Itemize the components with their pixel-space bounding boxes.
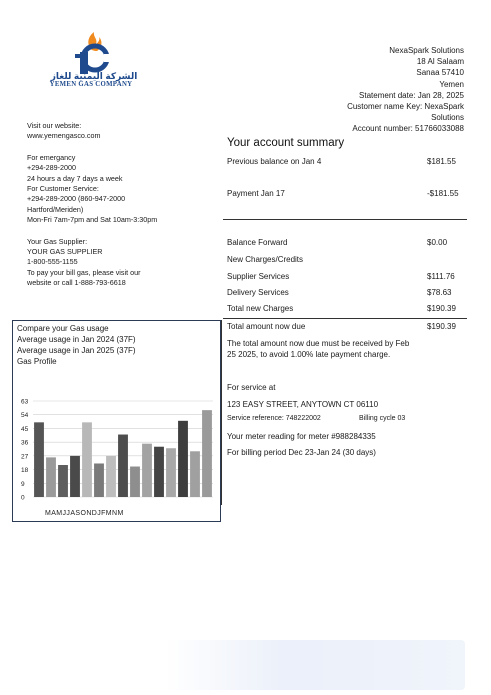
usage-bar xyxy=(166,448,176,497)
balance-forward-row xyxy=(227,238,462,250)
previous-balance-label: Previous balance on Jan 4 xyxy=(227,157,322,166)
service-location-label: For service at xyxy=(227,383,276,392)
watermark-band xyxy=(165,640,465,690)
contact-info xyxy=(27,121,217,289)
usage-bar xyxy=(190,451,200,497)
total-new-charges-label: Total new Charges xyxy=(227,304,294,313)
supplier-services-amount: $111.76 xyxy=(427,272,455,281)
emergency-phone: +294-289-2000 xyxy=(27,163,76,173)
supplier-name: YOUR GAS SUPPLIER xyxy=(27,247,103,257)
company-address-block xyxy=(347,45,464,135)
customer-name: Customer name Key: NexaSpark xyxy=(347,102,464,112)
usage-bar xyxy=(154,447,164,497)
supplier-label: Your Gas Supplier: xyxy=(27,236,88,246)
due-note-line2: 25 2025, to avoid 1.00% late payment charge. xyxy=(227,350,391,359)
gas-usage-chart xyxy=(13,389,220,519)
usage-bar xyxy=(118,435,128,497)
customer-service-label: For Customer Service: xyxy=(27,184,99,194)
delivery-services-label: Delivery Services xyxy=(227,288,289,297)
pay-info-line2: website or call 1-888-793-6618 xyxy=(27,278,126,288)
payment-amount: -$181.55 xyxy=(427,189,459,198)
y-tick-label: 18 xyxy=(21,467,29,475)
usage-bar xyxy=(202,410,212,497)
statement-date: Statement date: Jan 28, 2025 xyxy=(359,90,464,100)
company-street: 18 Al Salaam xyxy=(416,57,464,67)
usage-box xyxy=(12,320,221,522)
due-note xyxy=(227,338,467,360)
usage-bar xyxy=(46,457,56,497)
supplier-phone: 1-800-555-1155 xyxy=(27,257,78,267)
y-tick-label: 63 xyxy=(21,398,29,406)
logo-english-text: YEMEN GAS COMPANY xyxy=(49,81,133,88)
company-name: NexaSpark Solutions xyxy=(389,46,464,55)
usage-bar xyxy=(178,421,188,497)
summary-heading: Your account summary xyxy=(227,137,345,149)
customer-service-phone: +294-289-2000 (860-947-2000 xyxy=(27,194,126,204)
total-divider xyxy=(223,318,467,319)
logo-arabic-text: الشركة اليمنية للغاز xyxy=(50,71,138,81)
customer-service-hours: Mon-Fri 7am-7pm and Sat 10am-3:30pm xyxy=(27,215,158,225)
total-due-amount: $190.39 xyxy=(427,322,456,331)
delivery-services-amount: $78.63 xyxy=(427,288,452,297)
y-tick-label: 0 xyxy=(21,494,25,502)
usage-bar xyxy=(70,456,80,497)
usage-bar xyxy=(106,456,116,497)
supplier-services-label: Supplier Services xyxy=(227,272,290,281)
usage-text xyxy=(17,323,136,367)
previous-balance-amount: $181.55 xyxy=(427,157,456,166)
summary-divider xyxy=(223,219,467,220)
service-address: 123 EASY STREET, ANYTOWN CT 06110 xyxy=(227,400,379,409)
delivery-services-row xyxy=(227,288,462,300)
company-logo xyxy=(28,30,158,92)
service-reference: Service reference: 748222002 xyxy=(227,415,321,422)
balance-forward-label: Balance Forward xyxy=(227,238,288,247)
payment-row xyxy=(227,189,462,201)
usage-bar xyxy=(142,444,152,497)
gas-profile-label: Gas Profile xyxy=(17,357,57,366)
emergency-hours: 24 hours a day 7 days a week xyxy=(27,173,123,183)
billing-cycle: Billing cycle 03 xyxy=(359,415,406,422)
usage-jan-2025: Average usage in Jan 2025 (37F) xyxy=(17,346,136,355)
flame-logo-icon xyxy=(28,30,158,74)
usage-title: Compare your Gas usage xyxy=(17,324,109,333)
total-due-label: Total amount now due xyxy=(227,322,306,331)
vertical-divider xyxy=(221,320,222,505)
x-tick-labels: MAMJJASONDJFMNM xyxy=(45,510,124,517)
y-tick-label: 54 xyxy=(21,412,29,420)
total-due-row xyxy=(227,322,462,334)
pay-info-line1: To pay your bill gas, please visit our xyxy=(27,267,141,277)
y-tick-label: 27 xyxy=(21,453,29,461)
website-link[interactable]: www.yemengasco.com xyxy=(27,131,101,141)
new-charges-label: New Charges/Credits xyxy=(227,255,304,264)
emergency-label: For emergancy xyxy=(27,152,76,162)
account-number: Account number: 51766033088 xyxy=(352,124,464,134)
new-charges-row xyxy=(227,255,462,267)
total-new-charges-row xyxy=(227,304,462,316)
website-label: Visit our website: xyxy=(27,121,82,130)
customer-service-location: Hartford/Meriden) xyxy=(27,204,84,214)
supplier-services-row xyxy=(227,272,462,284)
company-city: Sanaa 57410 xyxy=(416,68,464,78)
total-new-charges-amount: $190.39 xyxy=(427,304,456,313)
customer-name-continued: Solutions xyxy=(431,113,464,123)
usage-bar xyxy=(82,422,92,497)
payment-label: Payment Jan 17 xyxy=(227,189,285,198)
billing-period: For billing period Dec 23-Jan 24 (30 days) xyxy=(227,448,376,457)
meter-reading: Your meter reading for meter #988284335 xyxy=(227,432,376,441)
y-tick-label: 9 xyxy=(21,480,25,488)
y-tick-label: 45 xyxy=(21,425,29,433)
previous-balance-row xyxy=(227,157,462,169)
company-country: Yemen xyxy=(439,79,464,89)
usage-bar xyxy=(58,465,68,497)
usage-bar xyxy=(130,467,140,497)
usage-bar xyxy=(34,422,44,497)
usage-bar xyxy=(94,463,104,497)
usage-jan-2024: Average usage in Jan 2024 (37F) xyxy=(17,335,136,344)
y-tick-label: 36 xyxy=(21,439,29,447)
due-note-line1: The total amount now due must be received by Feb xyxy=(227,339,410,348)
balance-forward-amount: $0.00 xyxy=(427,238,448,247)
